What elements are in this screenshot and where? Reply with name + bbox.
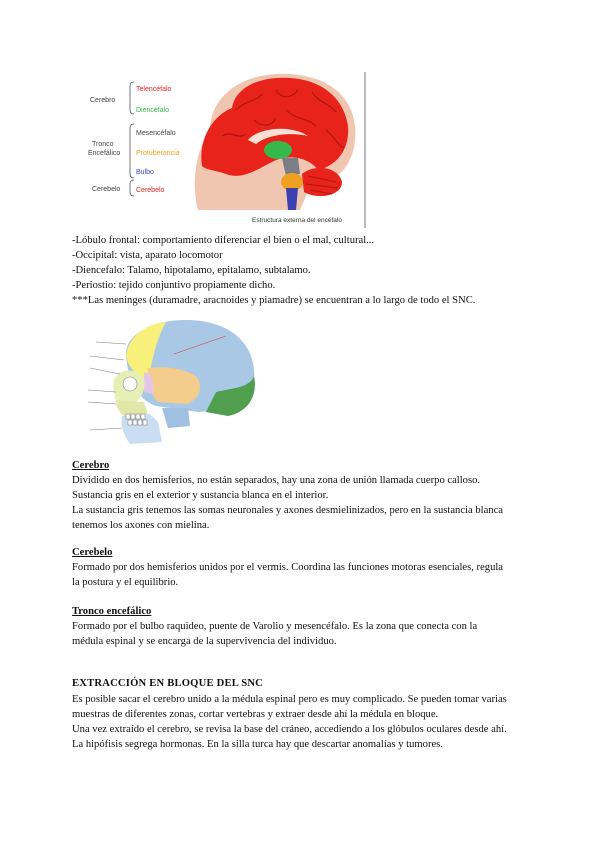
brain-structure-figure	[86, 70, 368, 230]
section-cerebro-line-1: Dividido en dos hemisferios, no están separados, hay una zona de unión llamada cuerpo calloso.	[72, 475, 481, 486]
label-cerebelo-group: Cerebelo	[92, 186, 121, 193]
section-cerebro-line-4: tenemos los axones con mielina.	[72, 520, 210, 531]
brain-illustration	[195, 74, 356, 210]
figure-caption: Estructura externa del encéfalo	[252, 217, 342, 224]
note-5: ***Las meninges (duramadre, aracnoides y piamadre) se encuentran a lo largo de todo el SNC.	[72, 295, 476, 306]
extraction-line-1: Es posible sacar el cerebro unido a la médula espinal pero es muy complicado. Se pueden tomar varias	[72, 694, 507, 705]
label-tronco-1: Tronco	[92, 141, 114, 148]
extraction-title: EXTRACCIÓN EN BLOQUE DEL SNC	[72, 678, 264, 689]
label-cerebro: Cerebro	[90, 97, 116, 104]
section-cerebelo-line-2: la postura y el equilibrio.	[72, 577, 179, 588]
label-mesencefalo: Mesencéfalo	[136, 130, 176, 137]
label-cerebelo: Cerebelo	[136, 187, 165, 194]
skull-bones-figure	[86, 316, 258, 448]
label-bulbo: Bulbo	[136, 169, 154, 176]
label-diencefalo: Diencéfalo	[136, 107, 170, 114]
note-2: -Occipital: vista, aparato locomotor	[72, 250, 223, 261]
section-tronco-heading: Tronco encefálico	[72, 606, 152, 617]
section-cerebelo-heading: Cerebelo	[72, 547, 113, 558]
section-cerebelo-line-1: Formado por dos hemisferios unidos por el vermis. Coordina las funciones motoras esenciales, regula	[72, 562, 504, 573]
extraction-line-4: La hipófisis segrega hormonas. En la silla turca hay que descartar anomalías y tumores.	[72, 739, 443, 750]
note-3: -Diencefalo: Talamo, hipotalamo, epitalamo, subtalamo.	[72, 265, 311, 276]
extraction-line-3: Una vez extraído el cerebro, se revisa la base del cráneo, accediendo a los glóbulos oculares desde ahí.	[72, 724, 507, 735]
section-cerebro-heading: Cerebro	[72, 460, 110, 471]
section-tronco-line-2: médula espinal y se encarga de la supervivencia del individuo.	[72, 636, 337, 647]
section-cerebro-line-2: Sustancia gris en el exterior y sustancia blanca en el interior.	[72, 490, 329, 501]
extraction-line-2: muestras de diferentes zonas, cortar vertebras y extraer desde ahí la médula en bloque.	[72, 709, 439, 720]
section-tronco-line-1: Formado por el bulbo raquideo, puente de Varolio y mesencéfalo. Es la zona que conecta con la	[72, 621, 478, 632]
label-telencefalo: Telencéfalo	[136, 86, 172, 93]
label-tronco-2: Encefálico	[88, 150, 121, 157]
note-1: -Lóbulo frontal: comportamiento diferenciar el bien o el mal, cultural...	[72, 235, 375, 246]
note-4: -Periostio: tejido conjuntivo propiamente dicho.	[72, 280, 276, 291]
label-protuberancia: Protuberancia	[136, 150, 180, 157]
section-cerebro-line-3: La sustancia gris tenemos las somas neuronales y axones desmielinizados, pero en la sustancia blanca	[72, 505, 503, 516]
